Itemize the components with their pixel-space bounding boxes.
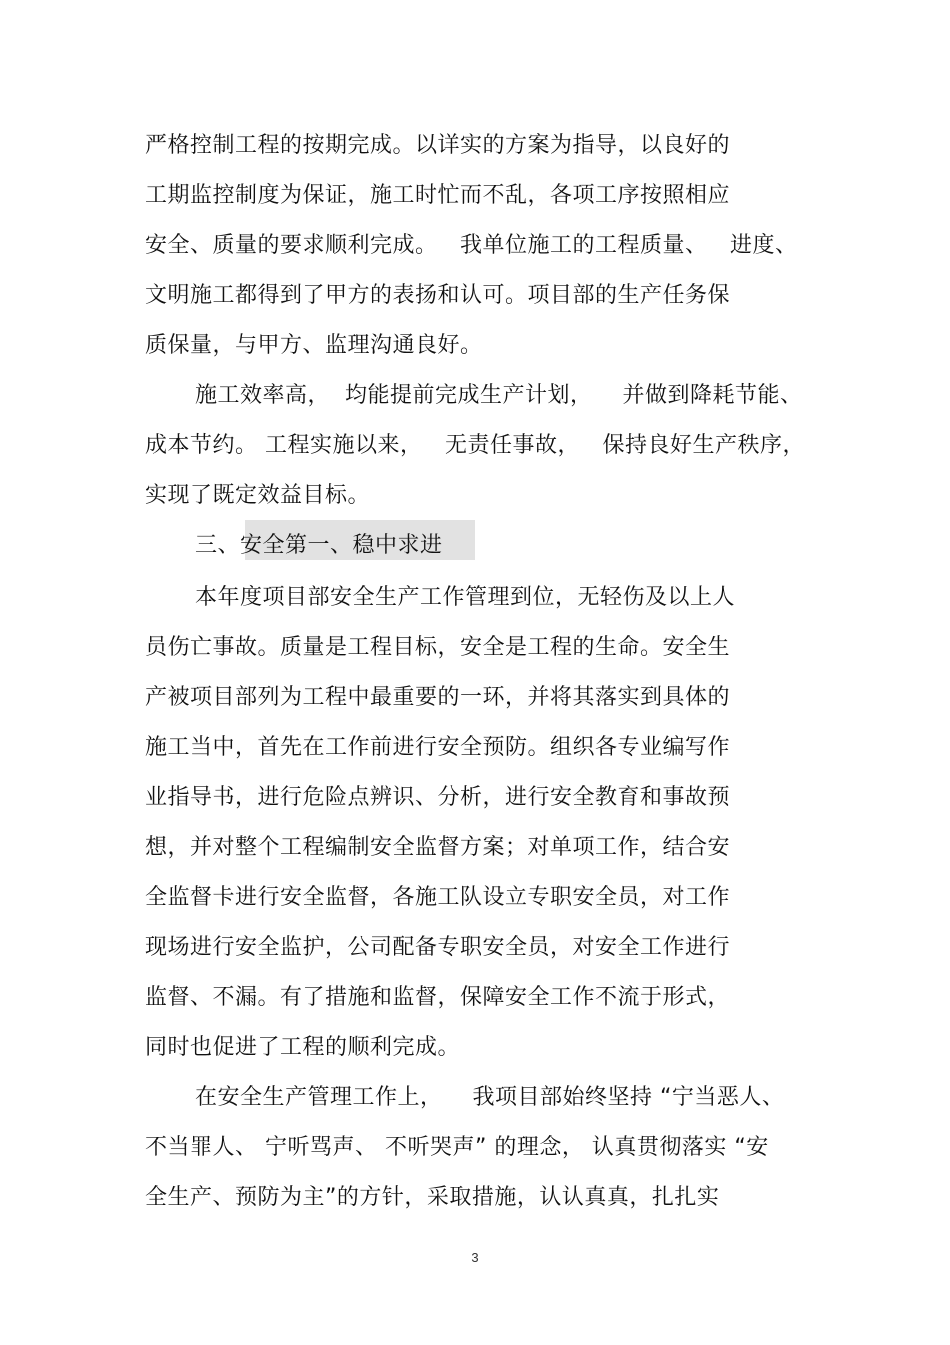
paragraph-line: 现场进行安全监护，公司配备专职安全员，对安全工作进行 [145,935,731,960]
paragraph-line: 想，并对整个工程编制安全监督方案；对单项工作，结合安 [145,835,731,860]
paragraph-line: 本年度项目部安全生产工作管理到位，无轻伤及以上人 [195,585,736,610]
section-heading: 三、安全第一、稳中求进 [195,533,443,558]
paragraph-line: 严格控制工程的按期完成。以详实的方案为指导，以良好的 [145,133,731,158]
paragraph-line: 产被项目部列为工程中最重要的一环，并将其落实到具体的 [145,685,731,710]
paragraph-line: 在安全生产管理工作上， 我项目部始终坚持 “宁当恶人、 [195,1085,785,1110]
paragraph-line: 工期监控制度为保证，施工时忙而不乱，各项工序按照相应 [145,183,731,208]
paragraph-line: 全监督卡进行安全监督，各施工队设立专职安全员，对工作 [145,885,731,910]
paragraph-line: 质保量，与甲方、监理沟通良好。 [145,333,483,358]
paragraph-line: 施工当中，首先在工作前进行安全预防。组织各专业编写作 [145,735,731,760]
paragraph-line: 同时也促进了工程的顺利完成。 [145,1035,461,1060]
page-number: 3 [471,1250,479,1265]
paragraph-line: 安全、质量的要求顺利完成。 我单位施工的工程质量、 进度、 [145,233,798,258]
paragraph-line: 实现了既定效益目标。 [145,483,371,508]
paragraph-line: 业指导书，进行危险点辨识、分析，进行安全教育和事故预 [145,785,731,810]
paragraph-line: 不当罪人、 宁听骂声、 不听哭声” 的理念， 认真贯彻落实 “安 [145,1135,769,1160]
paragraph-line: 员伤亡事故。质量是工程目标，安全是工程的生命。安全生 [145,635,731,660]
paragraph-line: 全生产、预防为主”的方针，采取措施，认认真真，扎扎实 [145,1185,720,1210]
paragraph-line: 施工效率高， 均能提前完成生产计划， 并做到降耗节能、 [195,383,803,408]
paragraph-line: 文明施工都得到了甲方的表扬和认可。项目部的生产任务保 [145,283,731,308]
paragraph-line: 成本节约。 工程实施以来， 无责任事故， 保持良好生产秩序， [145,433,805,458]
paragraph-line: 监督、不漏。有了措施和监督，保障安全工作不流于形式， [145,985,731,1010]
